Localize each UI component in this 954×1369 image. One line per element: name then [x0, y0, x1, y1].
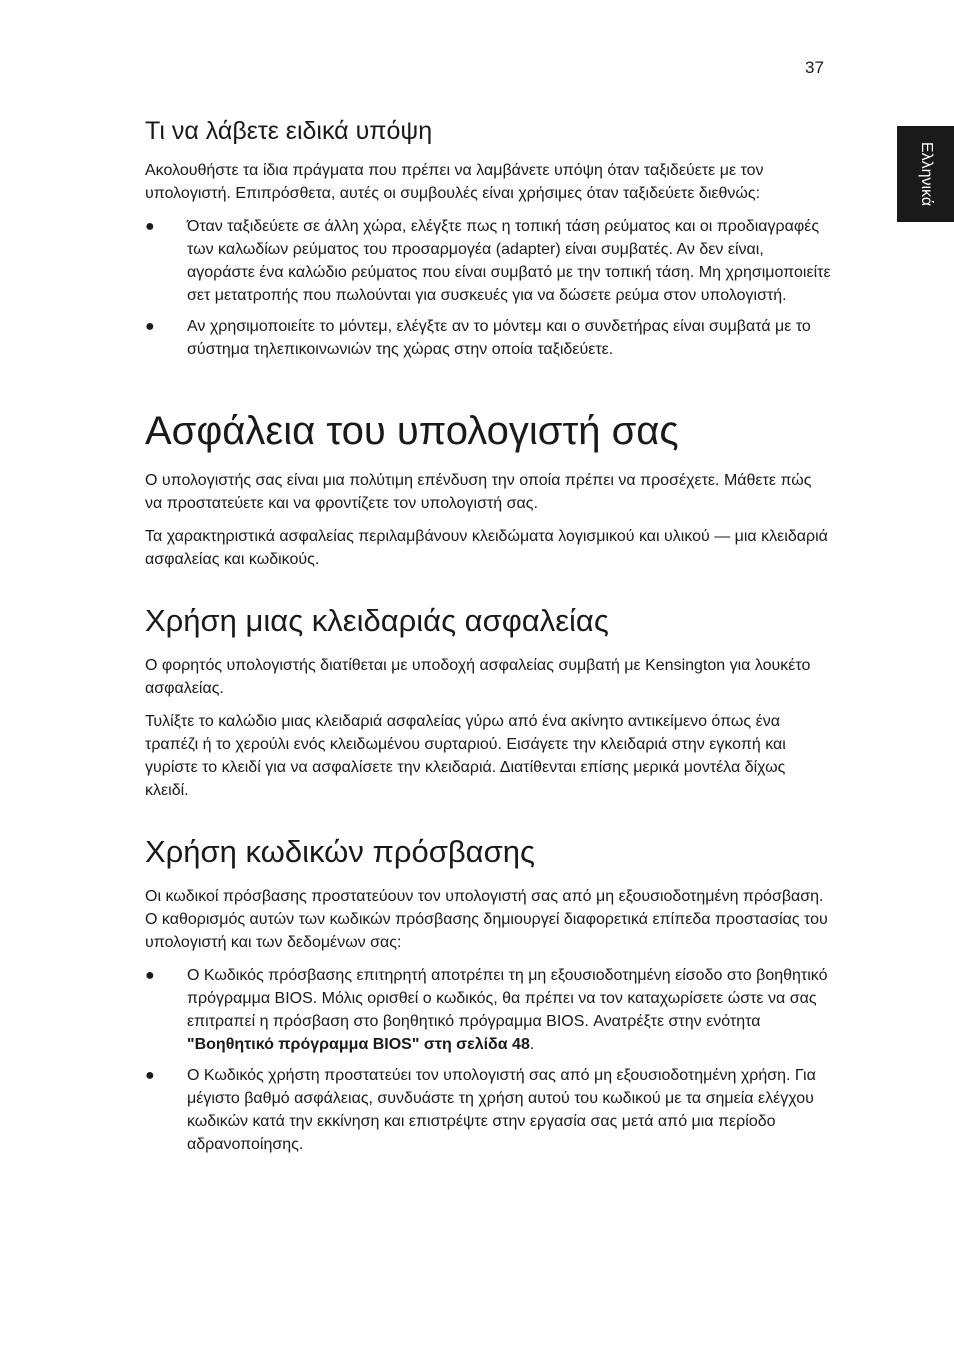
bios-utility-reference[interactable]: "Βοηθητικό πρόγραμμα BIOS" στη σελίδα 48	[187, 1036, 530, 1053]
bullet-icon: ●	[145, 1067, 155, 1084]
page-number: 37	[805, 58, 824, 77]
special-considerations-list	[145, 215, 833, 361]
security-lock-heading: Χρήση μιας κλειδαριάς ασφαλείας	[145, 603, 609, 638]
security-lock-para-1: Ο φορητός υπολογιστής διατίθεται με υποδοχή ασφαλείας συμβατή με Kensington για λουκέτο ασφαλείας.	[145, 657, 811, 697]
passwords-heading: Χρήση κωδικών πρόσβασης	[145, 834, 535, 869]
computer-security-para-1: Ο υπολογιστής σας είναι μια πολύτιμη επένδυση την οποία πρέπει να προσέχετε. Μάθετε πώς να προστατεύετε και να φροντίζετε τον υπολογιστή σας.	[145, 472, 812, 512]
computer-security-para-2: Τα χαρακτηριστικά ασφαλείας περιλαμβάνουν κλειδώματα λογισμικού και υλικού — μια κλειδαριά ασφαλείας και κωδικούς.	[145, 528, 828, 568]
special-considerations-intro: Ακολουθήστε τα ίδια πράγματα που πρέπει να λαμβάνετε υπόψη όταν ταξιδεύετε με τον υπολογιστή. Επιπρόσθετα, αυτές οι συμβουλές είναι χρήσιμες όταν ταξιδεύετε διεθνώς:	[145, 162, 764, 202]
special-considerations-heading: Τι να λάβετε ειδικά υπόψη	[145, 117, 433, 145]
security-lock-para-2: Τυλίξτε το καλώδιο μιας κλειδαριά ασφαλείας γύρω από ένα ακίνητο αντικείμενο όπως ένα τραπέζι ή το χερούλι ενός κλειδωμένου συρταριού. Εισάγετε την κλειδαριά στην εγκοπή και γυρίστε το κλειδί για να ασφαλίσετε την κλειδαριά. Διατίθενται επίσης μερικά μοντέλα δίχως κλειδί.	[145, 713, 786, 799]
list-item	[145, 315, 833, 361]
user-password-text: Ο Κωδικός χρήστη προστατεύει τον υπολογιστή σας από μη εξουσιοδοτημένη χρήση. Για μέγιστο βαθμό ασφάλειας, συνδυάστε τη χρήση αυτού του κωδικού με τα σημεία ελέγχου κωδικών κατά την εκκίνηση και επιστρέψτε στην εργασία σας μετά από μια περίοδο αδρανοποίησης.	[187, 1067, 816, 1153]
computer-security-heading: Ασφάλεια του υπολογιστή σας	[145, 409, 679, 453]
sentence-end: .	[529, 1036, 535, 1053]
list-item-text: Αν χρησιμοποιείτε το μόντεμ, ελέγξτε αν το μόντεμ και ο συνδετήρας είναι συμβατά με το σύστημα τηλεπικοινωνιών της χώρας στην οποία ταξιδεύετε.	[187, 318, 811, 358]
bullet-icon: ●	[145, 218, 155, 235]
list-item	[145, 215, 833, 307]
list-item	[145, 1064, 833, 1156]
supervisor-password-text: Ο Κωδικός πρόσβασης επιτηρητή αποτρέπει τη μη εξουσιοδοτημένη είσοδο στο βοηθητικό πρόγραμμα BIOS. Μόλις ορισθεί ο κωδικός, θα πρέπει να τον καταχωρίσετε ώστε να σας επιτραπεί η πρόσβαση στο βοηθητικό πρόγραμμα BIOS. Ανατρέξτε στην ενότητα	[187, 967, 828, 1030]
list-item-text: Όταν ταξιδεύετε σε άλλη χώρα, ελέγξτε πως η τοπική τάση ρεύματος και οι προδιαγραφές των καλωδίων ρεύματος του προσαρμογέα (adapter) είναι συμβατές. Αν δεν είναι, αγοράστε ένα καλώδιο ρεύματος που είναι συμβατό με την τοπική τάση. Μη χρησιμοποιείτε σετ μετατροπής που πωλούνται για συσκευές για να δώσετε ρεύμα στον υπολογιστή.	[187, 218, 831, 304]
bullet-icon: ●	[145, 967, 155, 984]
bullet-icon: ●	[145, 318, 155, 335]
passwords-intro: Οι κωδικοί πρόσβασης προστατεύουν τον υπολογιστή σας από μη εξουσιοδοτημένη πρόσβαση. Ο καθορισμός αυτών των κωδικών πρόσβασης δημιουργεί διαφορετικά επίπεδα προστασίας του υπολογιστή και των δεδομένων σας:	[145, 888, 828, 951]
passwords-list	[145, 964, 833, 1156]
language-tab	[897, 126, 954, 222]
page-content	[145, 116, 833, 1164]
language-tab-label: Ελληνικά	[917, 141, 935, 207]
list-item	[145, 964, 833, 1056]
